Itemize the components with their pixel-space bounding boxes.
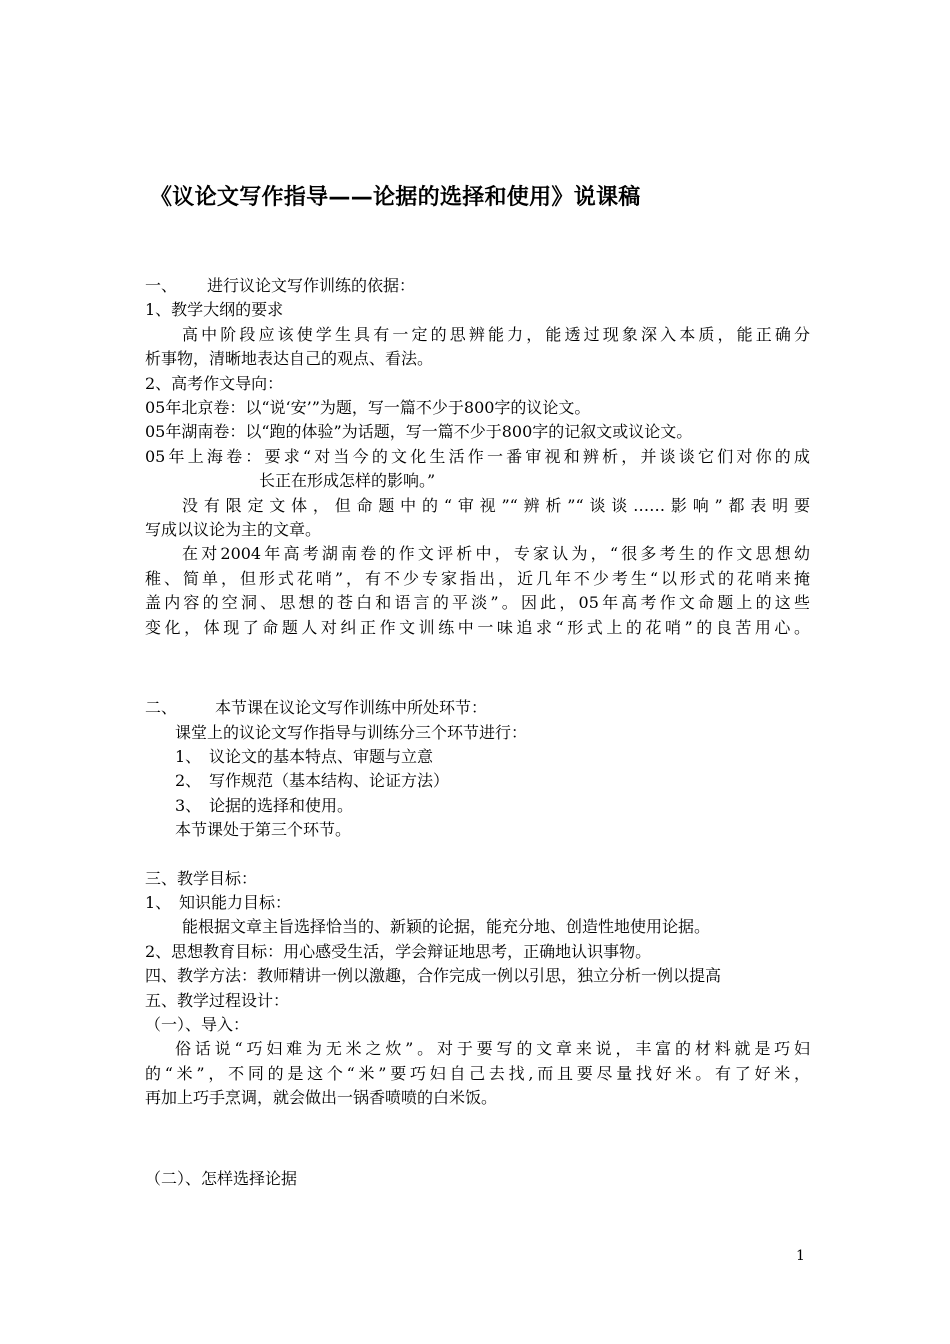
section2-intro: 课堂上的议论文写作指导与训练分三个环节进行： — [175, 722, 528, 742]
paragraph-line: 变化，体现了命题人对纠正作文训练中一味追求“形式上的花哨”的良苦用心。 — [145, 617, 810, 637]
exam-shanghai-cont: 长正在形成怎样的影响。” — [259, 471, 436, 491]
section5-heading: 五、教学过程设计： — [145, 990, 290, 1010]
document-body — [145, 274, 810, 1191]
section3-heading: 三、教学目标： — [145, 868, 258, 888]
section1-item2: 2、高考作文导向： — [145, 373, 284, 393]
goal2: 2、思想教育目标：用心感受生活，学会辩证地思考，正确地认识事物。 — [145, 941, 652, 961]
exam-hunan: 05年湖南卷：以“跑的体验”为话题，写一篇不少于800字的记叙文或议论文。 — [145, 422, 693, 442]
list-item: 3、 论据的选择和使用。 — [175, 795, 354, 815]
paragraph-line: 析事物，清晰地表达自己的观点、看法。 — [145, 349, 434, 369]
section2-heading: 二、 本节课在议论文写作训练中所处环节： — [145, 698, 488, 718]
subsection2-heading: （二）、怎样选择论据 — [145, 1168, 298, 1188]
intro-heading: （一）、导入： — [145, 1014, 250, 1034]
paragraph-line: 再加上巧手烹调，就会做出一锅香喷喷的白米饭。 — [145, 1088, 498, 1108]
section4-method: 四、教学方法：教师精讲一例以激趣，合作完成一例以引思，独立分析一例以提高 — [145, 966, 722, 986]
page-number: 1 — [796, 1248, 805, 1264]
paragraph-line: 盖内容的空洞、思想的苍白和语言的平淡”。因此，05年高考作文命题上的这些 — [145, 593, 810, 613]
goal1-heading: 1、 知识能力目标： — [145, 892, 292, 912]
paragraph-line: 的“米”，不同的是这个“米”要巧妇自己去找,而且要尽量找好米。有了好米， — [145, 1063, 810, 1083]
paragraph-line: 没有限定文体，但命题中的“审视”“辨析”“谈谈……影响”都表明要 — [182, 495, 810, 515]
paragraph-line: 在对2004年高考湖南卷的作文评析中，专家认为，“很多考生的作文思想幼 — [182, 544, 810, 564]
paragraph-line: 稚、简单，但形式花哨”，有不少专家指出，近几年不少考生“以形式的花哨来掩 — [145, 568, 810, 588]
list-item: 2、 写作规范（基本结构、论证方法） — [175, 771, 450, 791]
paragraph-line: 写成以议论为主的文章。 — [145, 520, 322, 540]
exam-shanghai: 05年上海卷：要求“对当今的文化生活作一番审视和辨析，并谈谈它们对你的成 — [145, 446, 810, 466]
paragraph-line: 高中阶段应该使学生具有一定的思辨能力，能透过现象深入本质，能正确分 — [182, 324, 810, 344]
list-item: 1、 议论文的基本特点、审题与立意 — [175, 746, 434, 766]
section2-closing: 本节课处于第三个环节。 — [175, 820, 352, 840]
section1-item1: 1、教学大纲的要求 — [145, 300, 284, 320]
exam-beijing: 05年北京卷：以“说‘安’”为题，写一篇不少于800字的议论文。 — [145, 398, 591, 418]
section1-heading: 一、 进行议论文写作训练的依据： — [145, 276, 416, 295]
goal1-text: 能根据文章主旨选择恰当的、新颖的论据，能充分地、创造性地使用论据。 — [182, 917, 711, 937]
document-title: 《议论文写作指导——论据的选择和使用》说课稿 — [150, 185, 641, 210]
paragraph-line: 俗话说“巧妇难为无米之炊”。对于要写的文章来说，丰富的材料就是巧妇 — [175, 1039, 810, 1059]
